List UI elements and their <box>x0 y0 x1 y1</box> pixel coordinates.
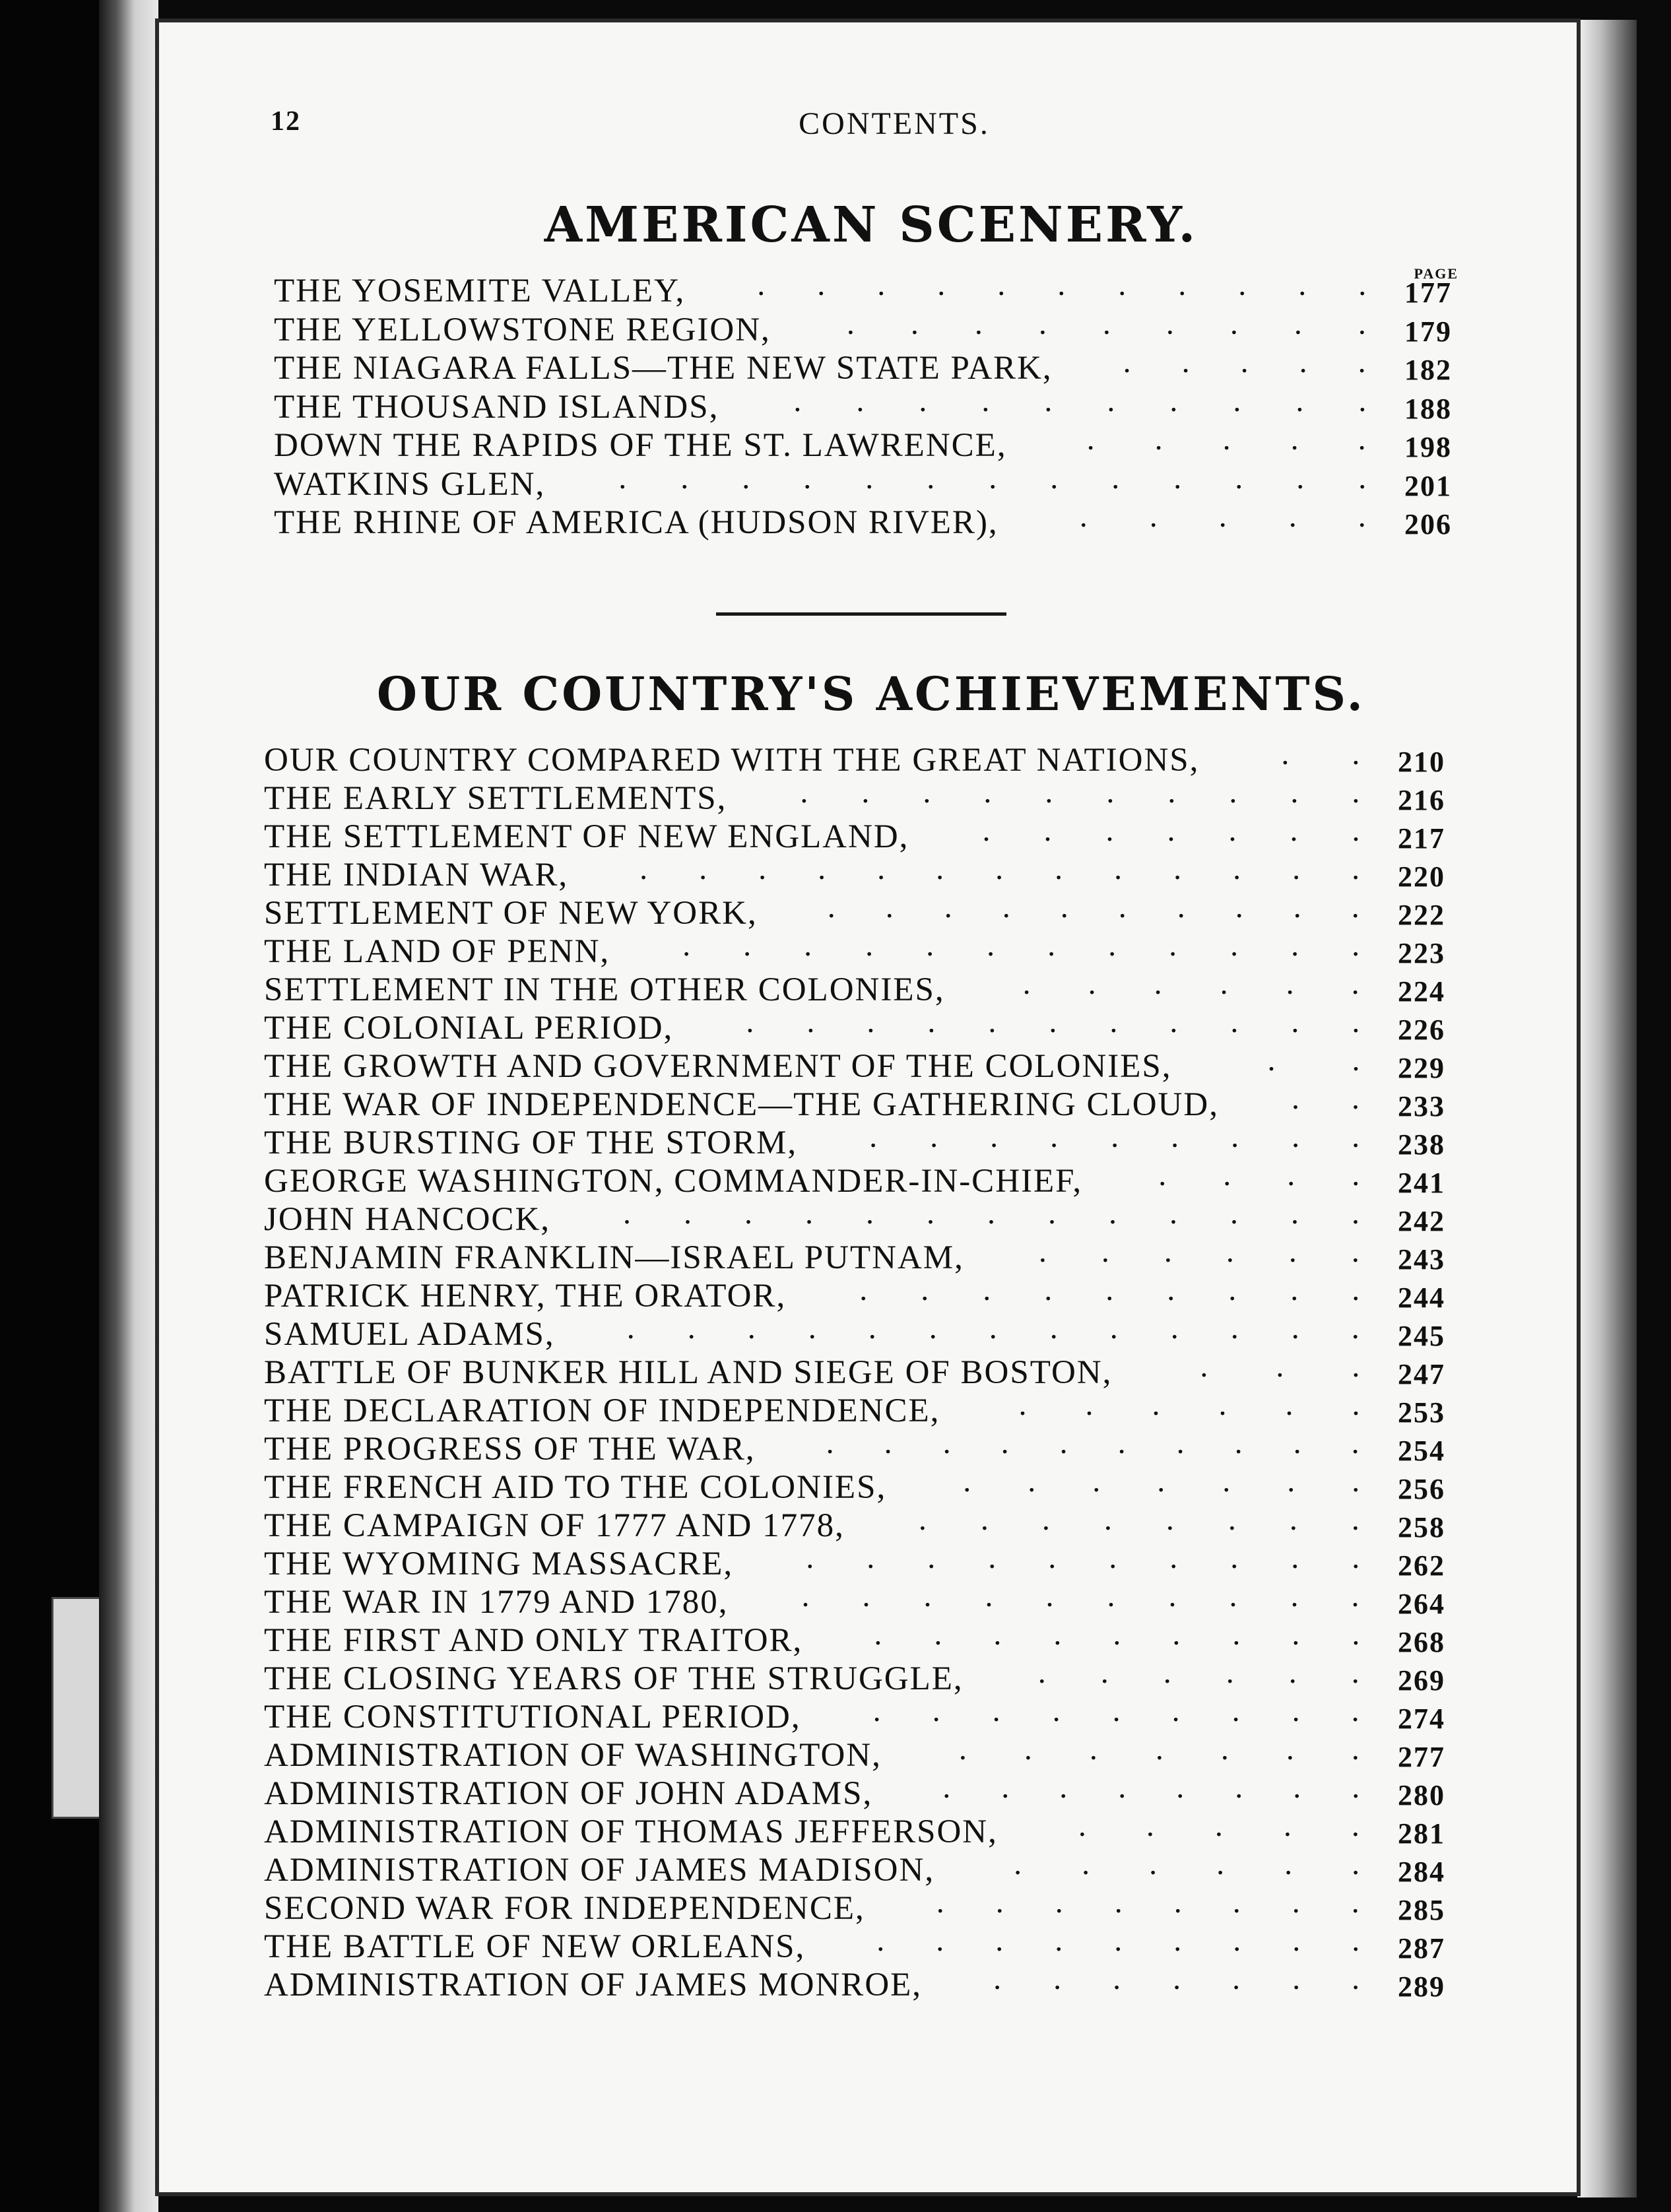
toc-entry-page: 177 <box>1404 276 1452 309</box>
page-column-label: PAGE <box>1414 265 1458 282</box>
toc-entry <box>264 1885 1445 1929</box>
toc-entry-title: SECOND WAR FOR INDEPENDENCE, <box>264 1890 865 1927</box>
toc-entry-title: THE BATTLE OF NEW ORLEANS, <box>264 1928 806 1965</box>
toc-entry <box>264 1272 1445 1317</box>
toc-entry-page: 217 <box>1398 822 1445 855</box>
toc-entry <box>264 1846 1445 1891</box>
dot-leader: . . . . . . . . . . <box>801 1578 1360 1613</box>
toc-entry-title: THE BURSTING OF THE STORM, <box>264 1124 798 1161</box>
dot-leader: . . . <box>1200 1349 1360 1384</box>
toc-entry <box>264 1464 1445 1508</box>
toc-entry-title: OUR COUNTRY COMPARED WITH THE GREAT NATIONS, <box>264 742 1200 779</box>
dot-leader: . . . . . <box>1123 344 1366 379</box>
toc-entry-page: 222 <box>1398 899 1445 931</box>
dot-leader: . . . . . . . . . . <box>827 890 1360 925</box>
toc-entry-page: 284 <box>1398 1856 1445 1888</box>
dot-leader: . . . . . . . . . . . . . <box>623 1196 1360 1231</box>
toc-entry-page: 244 <box>1398 1282 1445 1314</box>
toc-entry-title: SAMUEL ADAMS, <box>264 1316 555 1353</box>
toc-entry-page: 233 <box>1398 1090 1445 1122</box>
toc-entry <box>264 1157 1445 1202</box>
dot-leader: . . . . . . . . <box>936 1885 1360 1920</box>
toc-entry-page: 243 <box>1398 1243 1445 1276</box>
page-edge-right <box>1577 20 1637 2197</box>
dot-leader: . . . . . . . . . . . . . <box>639 851 1360 886</box>
toc-entry-title: THE INDIAN WAR, <box>264 857 569 894</box>
toc-entry <box>264 1540 1445 1584</box>
toc-entry-title: THE GROWTH AND GOVERNMENT OF THE COLONIES, <box>264 1048 1172 1085</box>
toc-entry <box>264 813 1445 857</box>
toc-entry <box>274 422 1452 466</box>
toc-entry-page: 238 <box>1398 1128 1445 1161</box>
toc-entry-title: THE NIAGARA FALLS—THE NEW STATE PARK, <box>274 350 1053 387</box>
toc-entry-page: 268 <box>1398 1626 1445 1658</box>
dot-leader: . . . . . . . . . . <box>826 1425 1360 1460</box>
dot-leader: . . . . . . . <box>982 813 1360 848</box>
toc-entry-page: 253 <box>1398 1396 1445 1429</box>
toc-entry-title: THE RHINE OF AMERICA (HUDSON RIVER), <box>274 504 999 541</box>
toc-entry <box>264 736 1445 781</box>
toc-entry-page: 241 <box>1398 1167 1445 1199</box>
toc-entry-title: THE FRENCH AID TO THE COLONIES, <box>264 1469 887 1506</box>
toc-entry-title: WATKINS GLEN, <box>274 465 546 503</box>
toc-entry-page: 289 <box>1398 1970 1445 2003</box>
dot-leader: . . . . . . <box>1022 966 1360 1001</box>
toc-entry-title: THE THOUSAND ISLANDS, <box>274 388 719 426</box>
toc-entry-title: PATRICK HENRY, THE ORATOR, <box>264 1278 787 1315</box>
toc-entry <box>264 1043 1445 1087</box>
toc-entry <box>264 928 1445 972</box>
toc-entry <box>264 890 1445 934</box>
toc-entry-title: THE COLONIAL PERIOD, <box>264 1010 674 1047</box>
toc-entry <box>264 851 1445 895</box>
toc-entry <box>264 1693 1445 1738</box>
dot-leader: . . . . . . . . . . . . <box>682 928 1360 963</box>
toc-entry <box>264 1311 1445 1355</box>
toc-entry <box>264 1196 1445 1240</box>
dot-leader: . . . . . . <box>1014 1846 1360 1881</box>
dot-leader: . . . . . . . . . <box>874 1617 1360 1652</box>
toc-entry-page: 247 <box>1398 1358 1445 1390</box>
toc-entry-title: THE EARLY SETTLEMENTS, <box>264 780 727 817</box>
running-title: CONTENTS. <box>799 106 990 141</box>
dot-leader: . . . . . . . . . . <box>806 1540 1360 1575</box>
toc-entry-title: THE CLOSING YEARS OF THE STRUGGLE, <box>264 1660 964 1697</box>
toc-entry <box>274 383 1452 428</box>
toc-entry-title: THE DECLARATION OF INDEPENDENCE, <box>264 1392 940 1429</box>
toc-entry-page: 223 <box>1398 937 1445 969</box>
toc-entry <box>264 1655 1445 1699</box>
dot-leader: . . . . . . . <box>958 1732 1360 1767</box>
toc-entry-title: SETTLEMENT OF NEW YORK, <box>264 895 758 932</box>
toc-entry-page: 269 <box>1398 1664 1445 1697</box>
dot-leader: . . . . . . . . <box>918 1502 1360 1537</box>
toc-entry-page: 281 <box>1398 1817 1445 1850</box>
toc-entry-title: THE CAMPAIGN OF 1777 AND 1778, <box>264 1507 845 1544</box>
dot-leader: . . <box>1291 1081 1360 1116</box>
section-divider-rule <box>716 612 1006 616</box>
toc-entry-page: 285 <box>1398 1894 1445 1926</box>
dot-leader: . . . . . . <box>1038 1234 1360 1269</box>
toc-entry-page: 220 <box>1398 861 1445 893</box>
toc-entry-title: BATTLE OF BUNKER HILL AND SIEGE OF BOSTON, <box>264 1354 1113 1391</box>
toc-entry <box>264 1578 1445 1623</box>
toc-entry-page: 254 <box>1398 1435 1445 1467</box>
toc-entry-page: 201 <box>1404 469 1452 502</box>
toc-entry <box>264 1617 1445 1661</box>
dot-leader: . . . . . . . . . <box>869 1119 1360 1154</box>
dot-leader: . . . . . . . . . . <box>793 383 1367 418</box>
toc-entry-title: ADMINISTRATION OF JAMES MADISON, <box>264 1852 935 1889</box>
toc-entry-title: THE PROGRESS OF THE WAR, <box>264 1431 756 1468</box>
section-title-our-countrys-achievements: OUR COUNTRY'S ACHIEVEMENTS. <box>377 667 1365 721</box>
toc-entry-page: 262 <box>1398 1549 1445 1582</box>
dot-leader: . . . . . . <box>1037 1655 1360 1690</box>
toc-entry-title: THE SETTLEMENT OF NEW ENGLAND, <box>264 818 909 855</box>
dot-leader: . . . . . . . . . <box>872 1693 1360 1728</box>
toc-entry-page: 226 <box>1398 1014 1445 1046</box>
toc-entry <box>264 1923 1445 1967</box>
section-title-american-scenery: AMERICAN SCENERY. <box>544 197 1198 253</box>
toc-entry-page: 206 <box>1404 508 1452 540</box>
dot-leader: . . . . . . . . . <box>859 1272 1360 1307</box>
toc-entry-title: THE CONSTITUTIONAL PERIOD, <box>264 1699 801 1736</box>
toc-entry <box>264 1961 1445 2005</box>
running-head <box>271 106 1458 152</box>
dot-leader: . . . . . . . . . . . . . <box>618 460 1367 496</box>
toc-entry <box>264 1349 1445 1393</box>
toc-entry-title: THE WYOMING MASSACRE, <box>264 1545 734 1582</box>
dot-leader: . . . . . <box>1086 422 1366 457</box>
toc-entry-page: 245 <box>1398 1320 1445 1352</box>
toc-entry-title: JOHN HANCOCK, <box>264 1201 551 1238</box>
page-edge-left <box>99 0 158 2212</box>
toc-entry-page: 256 <box>1398 1473 1445 1505</box>
toc-entry-page: 179 <box>1404 315 1452 348</box>
toc-entry <box>274 306 1452 350</box>
toc-entry <box>264 1234 1445 1278</box>
toc-entry <box>264 1770 1445 1814</box>
toc-entry-title: GEORGE WASHINGTON, COMMANDER-IN-CHIEF, <box>264 1163 1083 1200</box>
toc-entry <box>274 499 1452 543</box>
dot-leader: . . . . . <box>1078 1808 1360 1843</box>
toc-entry <box>264 1387 1445 1431</box>
toc-entry-page: 229 <box>1398 1052 1445 1084</box>
dot-leader: . . . . . . . . . <box>846 306 1366 341</box>
toc-entry-title: THE WAR OF INDEPENDENCE—THE GATHERING CLOUD, <box>264 1086 1219 1123</box>
toc-entry-title: ADMINISTRATION OF JOHN ADAMS, <box>264 1775 873 1812</box>
toc-entry-page: 264 <box>1398 1588 1445 1620</box>
dot-leader: . . <box>1267 1043 1360 1078</box>
dot-leader: . . . . . <box>1079 499 1366 534</box>
toc-entry <box>264 1425 1445 1470</box>
toc-entry-page: 182 <box>1404 354 1452 386</box>
scan-margin-left <box>0 0 99 2212</box>
toc-entry-title: ADMINISTRATION OF JAMES MONROE, <box>264 1967 923 2003</box>
toc-entry <box>274 460 1452 505</box>
toc-entry-page: 188 <box>1404 392 1452 425</box>
toc-entry-title: THE FIRST AND ONLY TRAITOR, <box>264 1622 803 1659</box>
toc-entry-page: 258 <box>1398 1511 1445 1544</box>
dot-leader: . . . . . . . . . . <box>800 775 1360 810</box>
toc-entry-page: 198 <box>1404 431 1452 463</box>
toc-entry-title: THE WAR IN 1779 AND 1780, <box>264 1584 729 1621</box>
toc-entry-page: 224 <box>1398 975 1445 1008</box>
toc-entry-page: 242 <box>1398 1205 1445 1237</box>
toc-entry <box>274 267 1452 311</box>
toc-entry-title: THE YELLOWSTONE REGION, <box>274 311 771 348</box>
toc-entry <box>264 1119 1445 1163</box>
page-number: 12 <box>271 106 301 137</box>
toc-entry <box>264 1732 1445 1776</box>
toc-entry-title: SETTLEMENT IN THE OTHER COLONIES, <box>264 971 945 1008</box>
toc-entry-title: THE LAND OF PENN, <box>264 933 610 970</box>
toc-entry-title: BENJAMIN FRANKLIN—ISRAEL PUTNAM, <box>264 1239 964 1276</box>
dot-leader: . . . . . . <box>1018 1387 1360 1422</box>
toc-entry-page: 274 <box>1398 1703 1445 1735</box>
dot-leader: . . . . . . . <box>993 1961 1360 1996</box>
toc-entry-title: DOWN THE RAPIDS OF THE ST. LAWRENCE, <box>274 427 1007 464</box>
dot-leader: . . . . . . . . <box>942 1770 1360 1805</box>
dot-leader: . . . . . . . . . . . <box>746 1004 1360 1039</box>
toc-entry <box>264 966 1445 1010</box>
toc-entry <box>264 1081 1445 1125</box>
toc-entry-title: ADMINISTRATION OF WASHINGTON, <box>264 1737 882 1774</box>
dot-leader: . . . . . . . . . . . <box>757 267 1367 302</box>
toc-entry-title: THE YOSEMITE VALLEY, <box>274 273 686 309</box>
dot-leader: . . . . . . . <box>963 1464 1360 1499</box>
toc-entry-page: 287 <box>1398 1932 1445 1965</box>
toc-entry-title: ADMINISTRATION OF THOMAS JEFFERSON, <box>264 1813 998 1850</box>
dot-leader: . . <box>1281 736 1360 771</box>
toc-entry <box>264 775 1445 819</box>
dot-leader: . . . . <box>1158 1157 1360 1192</box>
toc-entry-page: 280 <box>1398 1779 1445 1811</box>
dot-leader: . . . . . . . . . . . . . <box>626 1311 1360 1346</box>
toc-entry-page: 216 <box>1398 784 1445 816</box>
toc-entry-page: 277 <box>1398 1741 1445 1773</box>
toc-entry <box>264 1502 1445 1546</box>
toc-entry <box>264 1808 1445 1852</box>
dot-leader: . . . . . . . . . <box>876 1923 1360 1958</box>
toc-entry-page: 210 <box>1398 746 1445 778</box>
